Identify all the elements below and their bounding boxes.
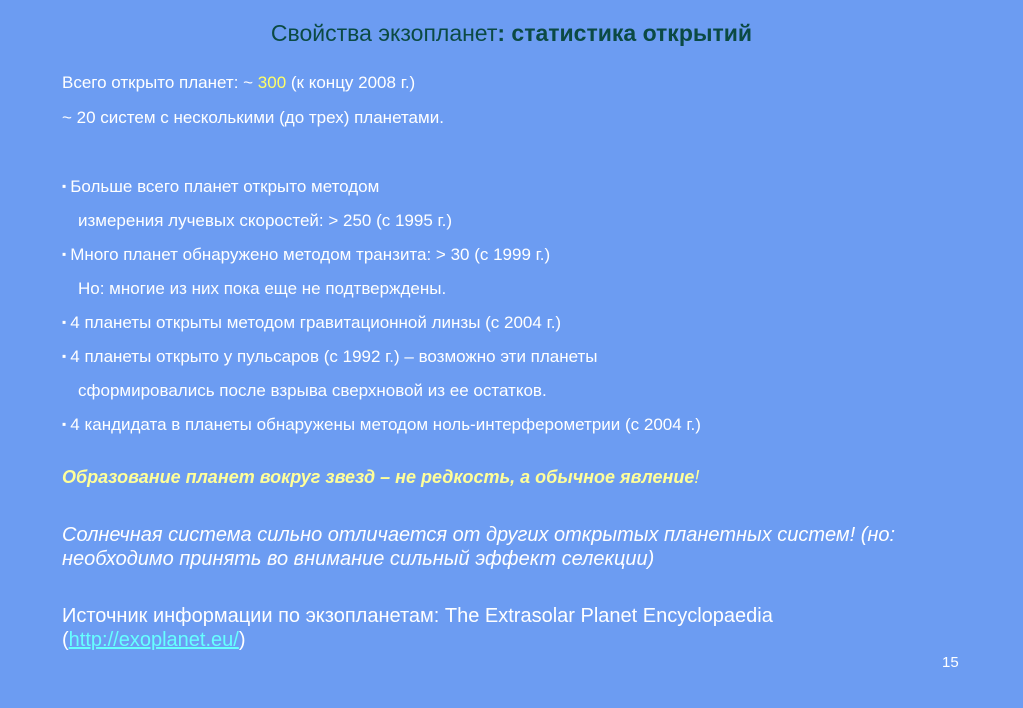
total-prefix: Всего открыто планет: ~ bbox=[62, 73, 258, 92]
bullet-transit-cont: Но: многие из них пока еще не подтверждены. bbox=[78, 279, 447, 298]
systems-line: ~ 20 систем с несколькими (до трех) планетами. bbox=[62, 108, 444, 127]
source-open-paren: ( bbox=[62, 629, 69, 651]
total-planets-line bbox=[62, 73, 415, 93]
bullet-text: 4 планеты открыто у пульсаров (с 1992 г.) – возможно эти планеты bbox=[70, 347, 598, 366]
source-link[interactable]: http://exoplanet.eu/ bbox=[68, 629, 239, 651]
bullet-nulling bbox=[62, 415, 701, 435]
solar-system-note: Солнечная система сильно отличается от других открытых планетных систем! (но: необходимо принять во внимание сильный эффект селекции) bbox=[62, 524, 896, 570]
total-value: 300 bbox=[257, 73, 287, 92]
bullet-text: 4 планеты открыты методом гравитационной линзы (с 2004 г.) bbox=[70, 313, 562, 332]
bullet-text: 4 кандидата в планеты обнаружены методом ноль-интерферометрии (с 2004 г.) bbox=[70, 415, 701, 434]
conclusion-text: Образование планет вокруг звезд – не редкость, а обычное явление bbox=[62, 467, 695, 487]
bullet-marker-icon: ▪ bbox=[62, 247, 67, 261]
bullet-marker-icon: ▪ bbox=[62, 349, 67, 363]
bullet-pulsar-cont: сформировались после взрыва сверхновой из ее остатков. bbox=[78, 381, 547, 400]
page-number: 15 bbox=[942, 654, 959, 671]
bullet-marker-icon: ▪ bbox=[62, 315, 67, 329]
bullet-radial-velocity bbox=[62, 177, 379, 197]
bullet-radial-velocity-cont: измерения лучевых скоростей: > 250 (с 1995 г.) bbox=[78, 211, 453, 230]
bullet-text: Много планет обнаружено методом транзита: > 30 (с 1999 г.) bbox=[70, 245, 551, 264]
conclusion-tail: ! bbox=[694, 467, 700, 487]
bullet-marker-icon: ▪ bbox=[62, 417, 67, 431]
bullet-pulsar bbox=[62, 347, 598, 367]
bullet-transit bbox=[62, 245, 550, 265]
title-accent: : статистика открытий bbox=[497, 20, 753, 46]
title-main: Свойства экзопланет bbox=[270, 20, 498, 46]
bullet-text: Больше всего планет открыто методом bbox=[70, 177, 380, 196]
total-suffix: (к концу 2008 г.) bbox=[286, 73, 416, 92]
conclusion bbox=[62, 467, 699, 488]
source-info bbox=[62, 604, 962, 652]
source-text: Источник информации по экзопланетам: The Extrasolar Planet Encyclopaedia bbox=[62, 605, 773, 627]
slide-title bbox=[0, 20, 1023, 47]
source-close-paren: ) bbox=[238, 629, 246, 651]
bullet-marker-icon: ▪ bbox=[62, 179, 67, 193]
bullet-lensing bbox=[62, 313, 561, 333]
